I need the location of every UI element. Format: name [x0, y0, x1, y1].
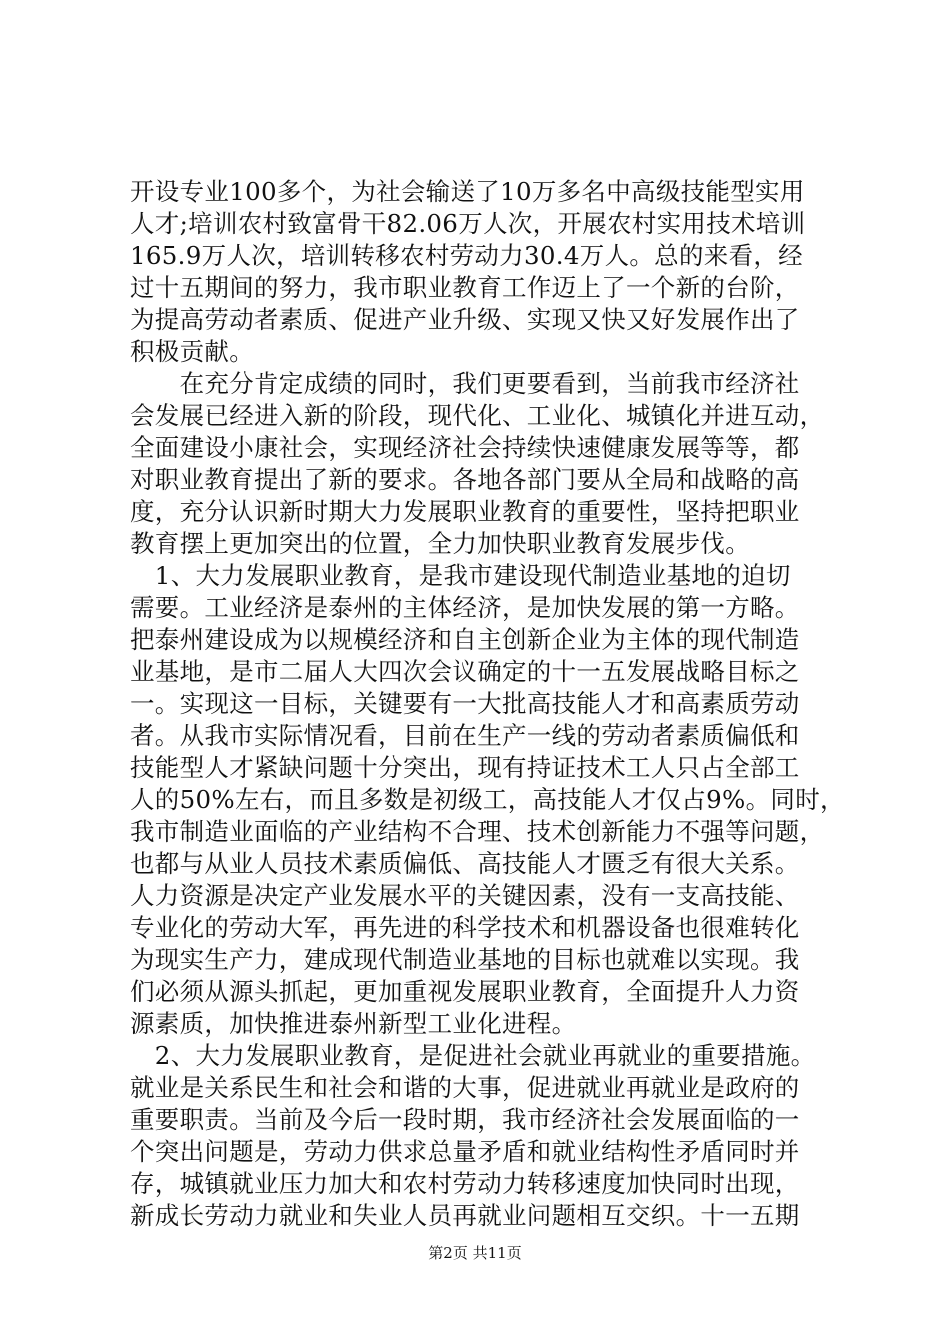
text-line: 为提高劳动者素质、促进产业升级、实现又快又好发展作出了	[130, 305, 800, 334]
text-line: 就业是关系民生和社会和谐的大事，促进就业再就业是政府的	[130, 1073, 800, 1102]
text-line: 积极贡献。	[130, 337, 254, 366]
text-line: 2、大力发展职业教育，是促进社会就业再就业的重要措施。	[130, 1041, 816, 1070]
text-line: 会发展已经进入新的阶段，现代化、工业化、城镇化并进互动，	[130, 401, 825, 430]
text-line: 全面建设小康社会，实现经济社会持续快速健康发展等等，都	[130, 433, 800, 462]
text-line: 专业化的劳动大军，再先进的科学技术和机器设备也很难转化	[130, 913, 800, 942]
text-line: 过十五期间的努力，我市职业教育工作迈上了一个新的台阶，	[130, 273, 800, 302]
text-line: 我市制造业面临的产业结构不合理、技术创新能力不强等问题，	[130, 817, 825, 846]
text-line: 个突出问题是，劳动力供求总量矛盾和就业结构性矛盾同时并	[130, 1137, 800, 1166]
text-line: 也都与从业人员技术素质偏低、高技能人才匮乏有很大关系。	[130, 849, 800, 878]
text-line: 源素质，加快推进泰州新型工业化进程。	[130, 1009, 577, 1038]
text-line: 开设专业100多个，为社会输送了10万多名中高级技能型实用	[130, 177, 805, 206]
text-line: 165.9万人次，培训转移农村劳动力30.4万人。总的来看，经	[130, 241, 803, 270]
text-line: 度，充分认识新时期大力发展职业教育的重要性，坚持把职业	[130, 497, 800, 526]
text-line: 在充分肯定成绩的同时，我们更要看到，当前我市经济社	[130, 369, 800, 398]
text-line: 教育摆上更加突出的位置，全力加快职业教育发展步伐。	[130, 529, 750, 558]
text-line: 者。从我市实际情况看，目前在生产一线的劳动者素质偏低和	[130, 721, 800, 750]
text-line: 新成长劳动力就业和失业人员再就业问题相互交织。十一五期	[130, 1201, 800, 1230]
text-line: 人才;培训农村致富骨干82.06万人次，开展农村实用技术培训	[130, 209, 806, 238]
text-line: 一。实现这一目标，关键要有一大批高技能人才和高素质劳动	[130, 689, 800, 718]
text-line: 技能型人才紧缺问题十分突出，现有持证技术工人只占全部工	[130, 753, 800, 782]
text-line: 需要。工业经济是泰州的主体经济，是加快发展的第一方略。	[130, 593, 800, 622]
text-line: 人的50%左右，而且多数是初级工，高技能人才仅占9%。同时，	[130, 785, 845, 814]
page-number-footer: 第2页 共11页	[428, 1244, 522, 1262]
text-line: 人力资源是决定产业发展水平的关键因素，没有一支高技能、	[130, 881, 800, 910]
text-line: 为现实生产力，建成现代制造业基地的目标也就难以实现。我	[130, 945, 800, 974]
text-line: 业基地，是市二届人大四次会议确定的十一五发展战略目标之	[130, 657, 800, 686]
text-line: 1、大力发展职业教育，是我市建设现代制造业基地的迫切	[130, 561, 791, 590]
text-line: 们必须从源头抓起，更加重视发展职业教育，全面提升人力资	[130, 977, 800, 1006]
text-line: 存，城镇就业压力加大和农村劳动力转移速度加快同时出现，	[130, 1169, 800, 1198]
text-line: 把泰州建设成为以规模经济和自主创新企业为主体的现代制造	[130, 625, 800, 654]
text-line: 对职业教育提出了新的要求。各地各部门要从全局和战略的高	[130, 465, 800, 494]
text-line: 重要职责。当前及今后一段时期，我市经济社会发展面临的一	[130, 1105, 800, 1134]
